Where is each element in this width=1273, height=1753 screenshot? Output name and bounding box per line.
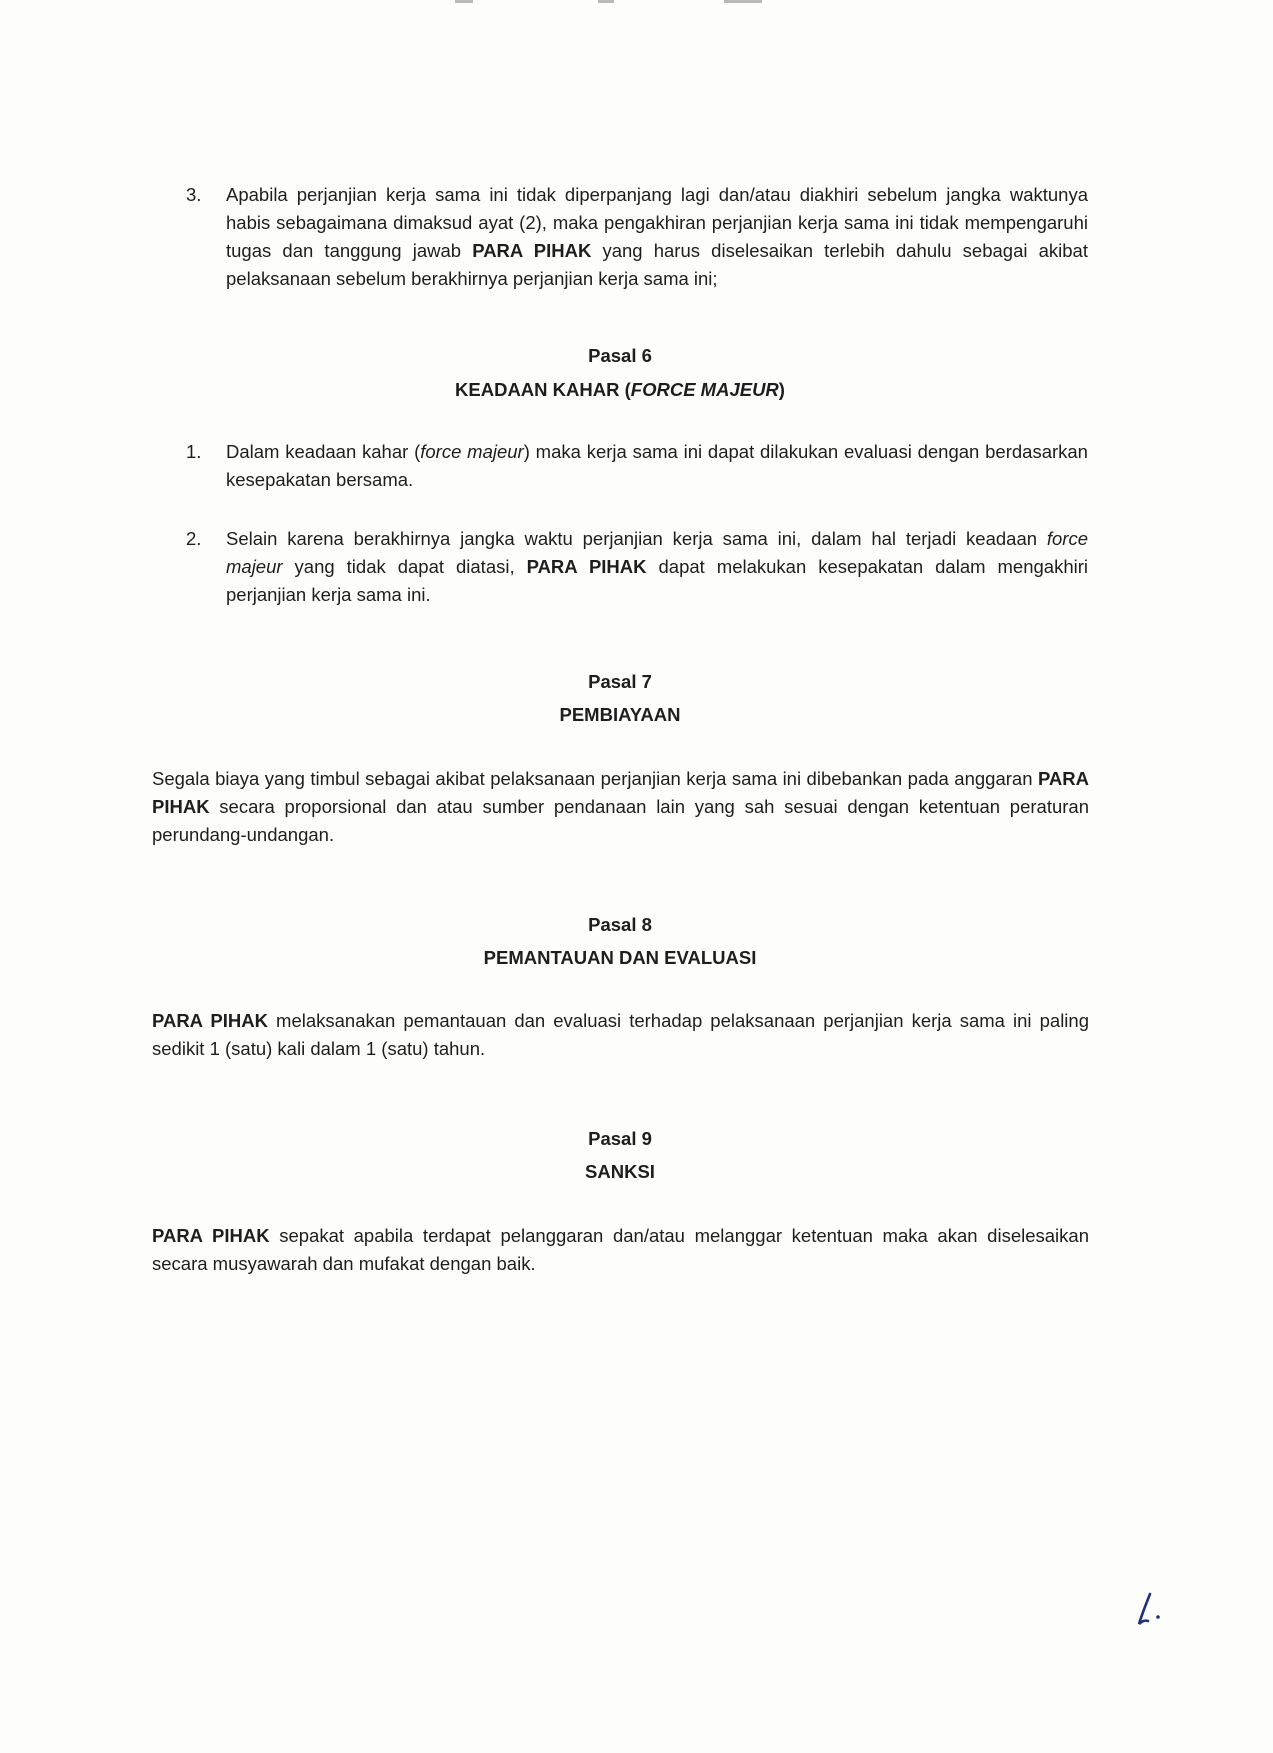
pasal-8-title: PEMANTAUAN DAN EVALUASI [483,947,757,968]
pasal-6-title-1: KEADAAN KAHAR ( [455,379,631,400]
pasal-6-item-2-text-3: dapat melakukan kesepakatan dalam mengakhiri perjanjian kerja sama ini. [226,556,1088,605]
pasal-7-title: PEMBIAYAAN [559,704,681,725]
item-3-paragraph [226,181,1088,293]
pasal-6-title [0,376,1240,404]
pasal-6-item-2-paragraph [226,525,1088,609]
pasal-6-item-2-text-1: Selain karena berakhirnya jangka waktu perjanjian kerja sama ini, dalam hal terjadi keadaan [226,528,1047,549]
pasal-7-text-2: secara proporsional dan atau sumber pendanaan lain yang sah sesuai dengan ketentuan peraturan perundang-undangan. [152,796,1089,845]
pasal-7-paragraph [152,765,1089,849]
item-3-number: 3. [186,184,202,205]
pasal-6-item-1-italic: force majeur [420,441,524,462]
pasal-9-paragraph [152,1222,1089,1278]
item-3-bold: PARA PIHAK [472,240,592,261]
scan-mark [455,0,473,3]
item-3-text-1: Apabila perjanjian kerja sama ini tidak diperpanjang lagi dan/atau diakhiri sebelum jangka waktunya habis sebagaimana dimaksud ayat (2), maka pengakhiran perjanjian kerja sama ini tidak mempengaruhi tugas dan tanggung jawab [226,184,1088,261]
pasal-8-number: Pasal 8 [588,914,652,935]
pasal-9-bold: PARA PIHAK [152,1225,270,1246]
pasal-8-paragraph [152,1007,1089,1063]
pasal-6-item-1-text-1: Dalam keadaan kahar ( [226,441,421,462]
initial-signature-icon [1128,1590,1168,1630]
pasal-6-item-1-text-2: ) maka kerja sama ini dapat dilakukan evaluasi dengan berdasarkan kesepakatan bersama. [226,441,1088,490]
pasal-9-number: Pasal 9 [588,1128,652,1149]
pasal-6-title-2: ) [778,379,785,400]
pasal-8-text-1: melaksanakan pemantauan dan evaluasi terhadap pelaksanaan perjanjian kerja sama ini paling sedikit 1 (satu) kali dalam 1 (satu) tahun. [152,1010,1089,1059]
item-3-text-2: yang harus diselesaikan terlebih dahulu sebagai akibat pelaksanaan sebelum berakhirnya perjanjian kerja sama ini; [226,240,1088,289]
pasal-9-title: SANKSI [585,1161,655,1182]
scan-mark [598,0,614,3]
pasal-6-title-italic: FORCE MAJEUR [630,379,779,400]
pasal-6-item-2-text-2: yang tidak dapat diatasi, [282,556,527,577]
pasal-7-number: Pasal 7 [588,671,652,692]
pasal-6-item-1-paragraph [226,438,1088,494]
pasal-7-text-1: Segala biaya yang timbul sebagai akibat pelaksanaan perjanjian kerja sama ini dibebankan pada anggaran [152,768,1038,789]
pasal-6-item-2-italic: force majeur [226,528,1088,577]
pasal-9-text-1: sepakat apabila terdapat pelanggaran dan/atau melanggar ketentuan maka akan diselesaikan secara musyawarah dan mufakat dengan baik. [152,1225,1089,1274]
pasal-8-bold: PARA PIHAK [152,1010,268,1031]
pasal-6-item-2-number: 2. [186,528,202,549]
pasal-6-item-1-number: 1. [186,441,202,462]
pasal-6-item-2-bold: PARA PIHAK [526,556,647,577]
scan-mark [724,0,762,3]
pasal-6-number: Pasal 6 [588,345,652,366]
pasal-7-bold: PARA PIHAK [152,768,1089,817]
